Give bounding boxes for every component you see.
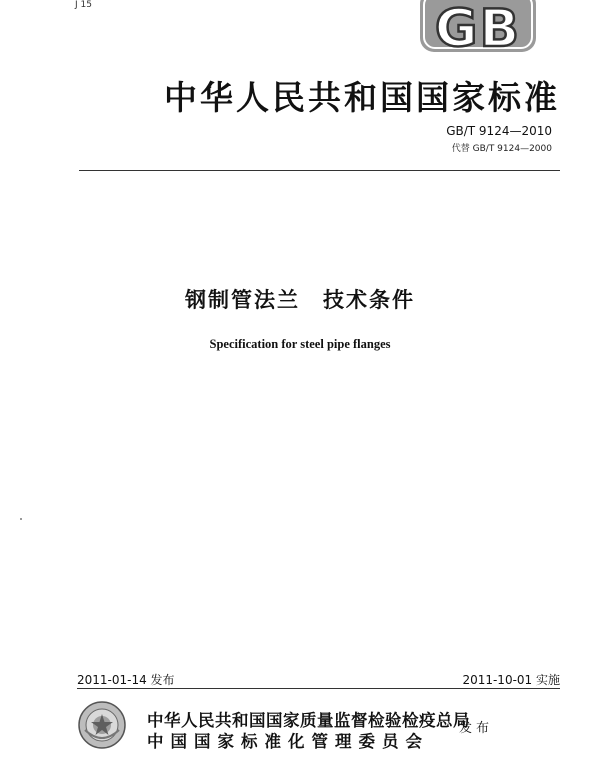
implement-date: 2011-10-01 实施 <box>462 673 560 687</box>
gb-logo <box>418 0 538 56</box>
issuer-seal-icon <box>77 700 127 750</box>
standard-number: GB/T 9124—2010 <box>446 124 552 138</box>
publish-date: 2011-01-14 发布 <box>77 673 175 687</box>
gb-logo-text: GB <box>434 0 522 56</box>
document-title-en: Specification for steel pipe flanges <box>209 337 391 351</box>
standard-title: 中华人民共和国国家标准 <box>164 78 560 117</box>
scan-speck <box>20 518 22 520</box>
publish-label: 发布 <box>459 721 494 736</box>
replaces-standard: 代替 GB/T 9124—2000 <box>451 144 552 154</box>
issuer-line-2: 中国国家标准化管理委员会 <box>147 732 429 751</box>
header-divider <box>79 170 560 171</box>
footer-divider <box>77 688 560 689</box>
issuer-line-1: 中华人民共和国国家质量监督检验检疫总局 <box>147 711 470 730</box>
ics-code: J 15 <box>75 0 92 10</box>
document-title-zh: 钢制管法兰 技术条件 <box>185 288 415 312</box>
